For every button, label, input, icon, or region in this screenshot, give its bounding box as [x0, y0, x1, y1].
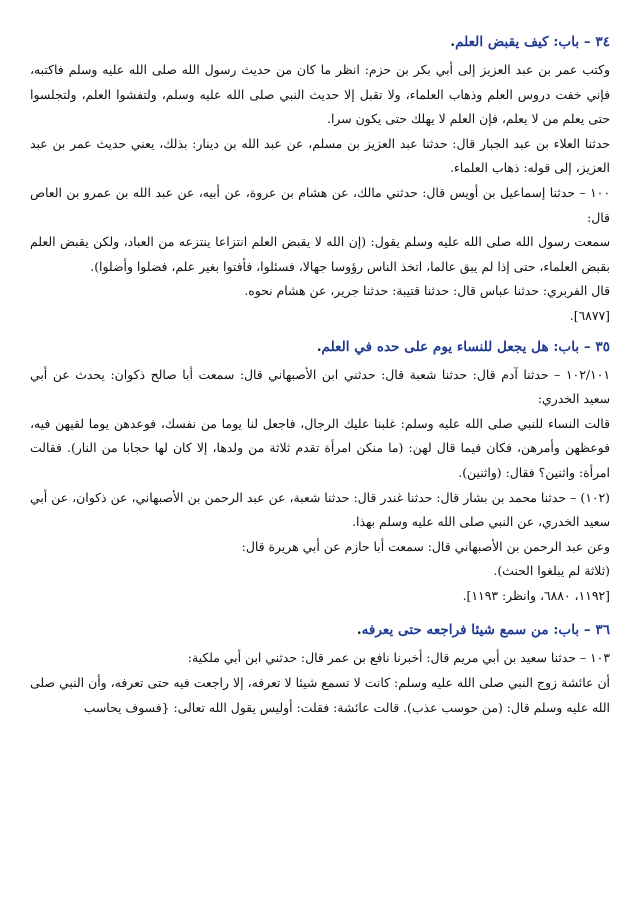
section-title-dot: .	[450, 34, 456, 50]
section-bab-label: باب:	[553, 338, 580, 355]
paragraph: سمعت رسول الله صلى الله عليه وسلم يقول: (إن الله لا يقبض العلم انتزاعا ينتزعه من العباد، ولكن يقبض العلم بقبض العلماء، حتى إذا لم يبق عالما، اتخذ الناس رؤوسا جهالا، فسئلوا، فأفتوا بغير علم، فضلوا وأضلوا).	[30, 234, 610, 274]
section-title-dot: .	[316, 338, 322, 355]
section-bab-label: باب:	[553, 622, 580, 639]
hadith-paragraph: ١٠٣ – حدثنا سعيد بن أبي مريم قال: أخبرنا نافع بن عمر قال: حدثني ابن أبي ملكية:	[187, 650, 610, 666]
section-dash: –	[583, 338, 591, 355]
hadith-paragraph: ١٠٠ – حدثنا إسماعيل بن أويس قال: حدثني مالك، عن هشام بن عروة، عن أبيه، عن عبد الله بن عمرو بن العاص قال:	[30, 184, 610, 225]
section-title-dot: .	[356, 622, 362, 639]
book-page	[30, 28, 610, 720]
section-number: ٣٤	[595, 34, 610, 50]
hadith-paragraph: (١٠٢) – حدثنا محمد بن بشار قال: حدثنا غندر قال: حدثنا شعبة، عن عبد الرحمن بن الأصبهاني، عن ذكوان، عن أبي سعيد الخدري، عن النبي صلى الله عليه وسلم بهذا.	[30, 489, 610, 530]
paragraph: أن عائشة زوج النبي صلى الله عليه وسلم: كانت لا تسمع شيئا لا تعرفه، إلا راجعت فيه حتى تعرفه، وأن النبي صلى الله عليه وسلم قال: (من حوسب عذب). قالت عائشة: فقلت: أوليس يقول الله تعالى: {فسوف يحاسب	[30, 675, 610, 715]
section-heading-36	[30, 616, 610, 644]
section-number: ٣٥	[595, 338, 610, 355]
paragraph: وعن عبد الرحمن بن الأصبهاني قال: سمعت أبا حازم عن أبي هريرة قال:	[241, 538, 610, 554]
paragraph: وكتب عمر بن عبد العزيز إلى أبي بكر بن حزم: انظر ما كان من حديث رسول الله صلى الله عليه وسلم فاكتبه، فإني خفت دروس العلم وذهاب العلماء، ولا تقبل إلا حديث النبي صلى الله عليه وسلم، ولتفشوا العلم، ولتجلسوا حتى يعلم من لا يعلم، فإن العلم لا يهلك حتى يكون سرا.	[30, 62, 610, 127]
section-number: ٣٦	[595, 622, 610, 639]
paragraph: قال الفربري: حدثنا عباس قال: حدثنا قتيبة: حدثنا جرير، عن هشام نحوه.	[244, 283, 610, 299]
hadith-paragraph: ١٠٢/١٠١ – حدثنا آدم قال: حدثنا شعبة قال: حدثني ابن الأصبهاني قال: سمعت أبا صالح ذكوان: يحدث عن أبي سعيد الخدري:	[30, 366, 610, 407]
section-dash: –	[583, 622, 591, 639]
section-heading-34	[30, 28, 610, 56]
section-bab-label: باب:	[553, 34, 580, 50]
section-dash: –	[583, 34, 591, 50]
cross-reference: [١١٩٢، ٦٨٨٠، وانظر: ١١٩٣].	[462, 587, 610, 603]
section-title: من سمع شيئا فراجعه حتى يعرفه	[361, 622, 549, 639]
cross-reference: [٦٨٧٧].	[569, 307, 610, 323]
section-heading-35	[30, 333, 610, 361]
paragraph: قالت النساء للنبي صلى الله عليه وسلم: غلبنا عليك الرجال، فاجعل لنا يوما من نفسك، فوعدهن يوما لقيهن فيه، فوعظهن وأمرهن، فكان فيما قال لهن: (ما منكن امرأة تقدم ثلاثة من ولدها، إلا كان لها حجابا من النار). فقالت امرأة: واثنين؟ فقال: (واثنين).	[30, 415, 610, 480]
paragraph: حدثنا العلاء بن عبد الجبار قال: حدثنا عبد العزيز بن مسلم، عن عبد الله بن دينار: بذلك، يعني حديث عمر بن عبد العزيز، إلى قوله: ذهاب العلماء.	[30, 135, 610, 176]
section-title: هل يجعل للنساء يوم على حده في العلم	[321, 338, 549, 355]
paragraph: (ثلاثة لم يبلغوا الحنث).	[493, 563, 610, 579]
section-title: كيف يقبض العلم	[455, 34, 549, 50]
